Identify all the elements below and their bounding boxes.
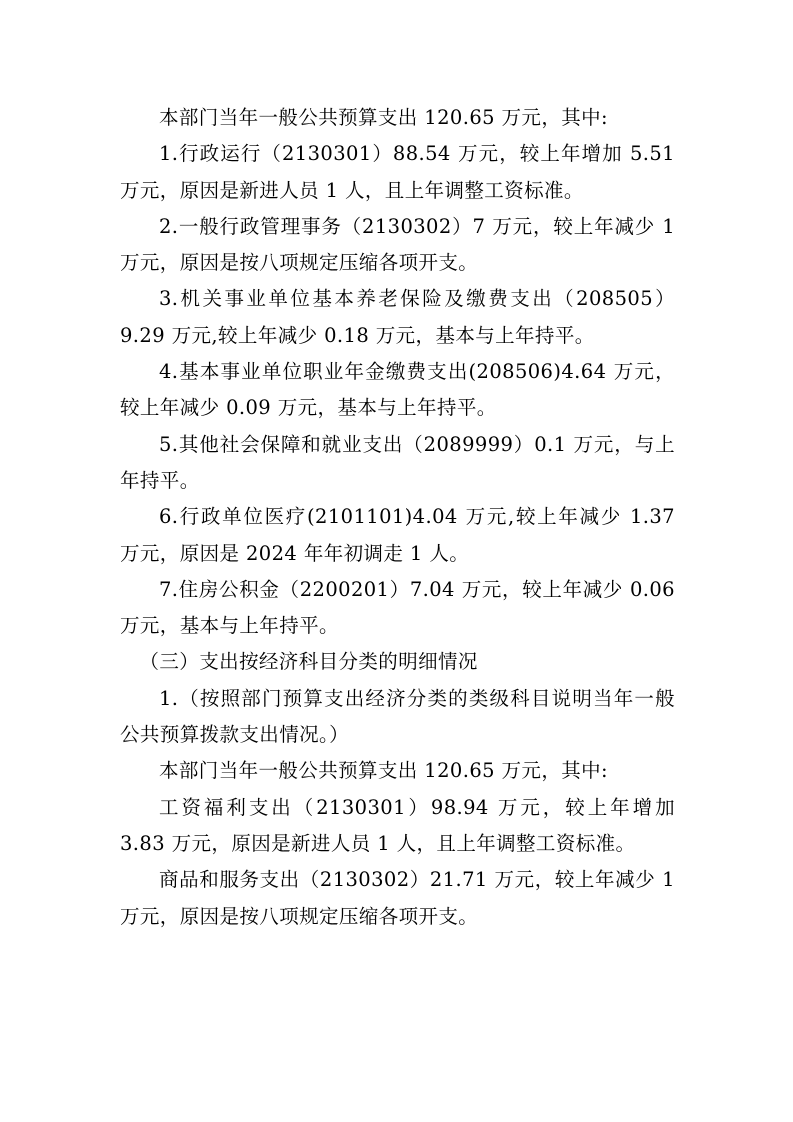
section-heading: （三）支出按经济科目分类的明细情况 <box>139 650 478 674</box>
paragraph-total-budget: 本部门当年一般公共预算支出 120.65 万元，其中: <box>159 106 608 129</box>
document-body <box>120 100 675 935</box>
paragraph-item-7: 7.住房公积金（2200201）7.04 万元，较上年减少 0.06 万元，基本与上年持平。 <box>120 577 675 638</box>
paragraph-item-3: 3.机关事业单位基本养老保险及缴费支出（208505）9.29 万元,较上年减少 0.18 万元，基本与上年持平。 <box>120 287 675 347</box>
paragraph-item-4: 4.基本事业单位职业年金缴费支出(208506)4.64 万元，较上年减少 0.09 万元，基本与上年持平。 <box>120 360 675 420</box>
paragraph-item-1: 1.行政运行（2130301）88.54 万元，较上年增加 5.51 万元，原因是新进人员 1 人，且上年调整工资标准。 <box>120 142 675 202</box>
paragraph-salary-welfare: 工资福利支出（2130301）98.94 万元，较上年增加 3.83 万元，原因是新进人员 1 人，且上年调整工资标准。 <box>120 795 675 855</box>
paragraph-item-5: 5.其他社会保障和就业支出（2089999）0.1 万元，与上年持平。 <box>120 432 675 492</box>
paragraph-total-budget-repeat: 本部门当年一般公共预算支出 120.65 万元，其中: <box>159 759 608 783</box>
paragraph-item-2: 2.一般行政管理事务（2130302）7 万元，较上年减少 1 万元，原因是按八项规定压缩各项开支。 <box>120 214 675 275</box>
paragraph-goods-services: 商品和服务支出（2130302）21.71 万元，较上年减少 1 万元，原因是按八项规定压缩各项开支。 <box>120 868 675 928</box>
paragraph-item-6: 6.行政单位医疗(2101101)4.04 万元,较上年减少 1.37 万元，原因是 2024 年年初调走 1 人。 <box>120 505 675 565</box>
paragraph-instruction: 1.（按照部门预算支出经济分类的类级科目说明当年一般公共预算拨款支出情况。） <box>120 686 675 747</box>
